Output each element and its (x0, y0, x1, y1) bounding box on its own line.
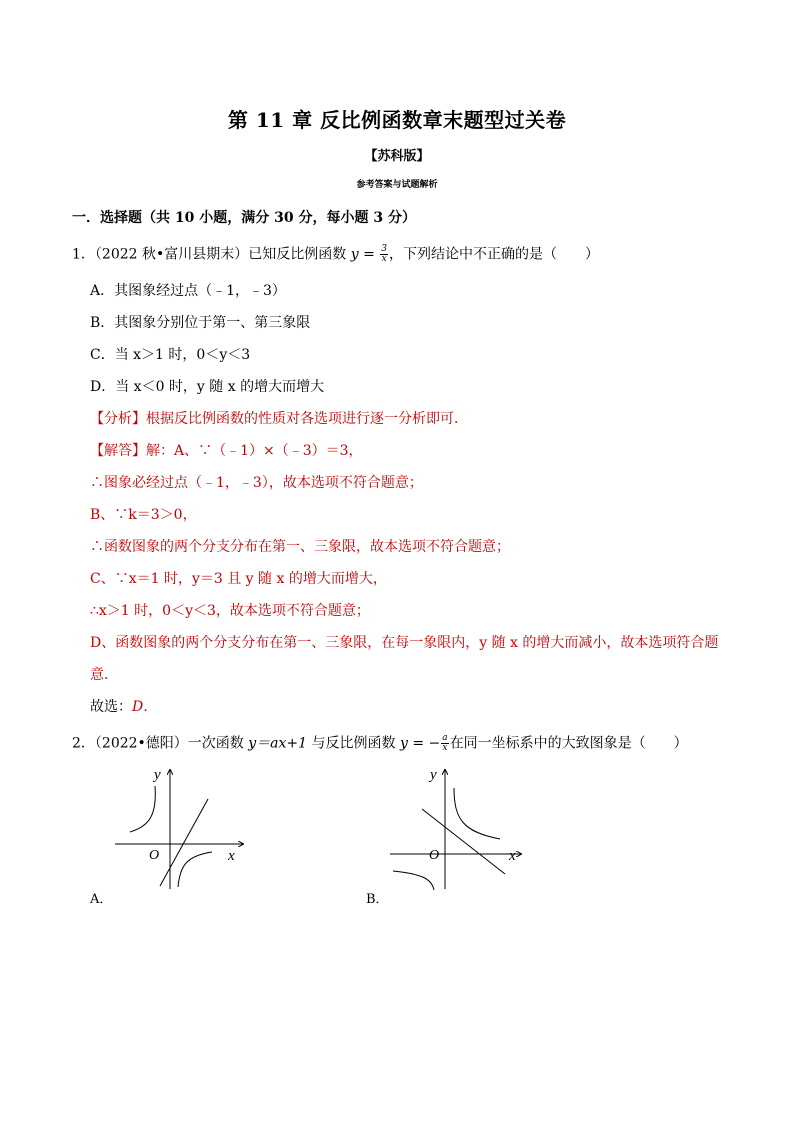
solution-line: ∴图象必经过点（﹣1，﹣3），故本选项不符合题意； (90, 475, 423, 491)
solution-line: 意． (90, 667, 118, 683)
answer-value: D． (132, 699, 158, 715)
x-axis-label: x (228, 848, 235, 864)
question-1-fraction (380, 245, 388, 264)
question-2-suffix: 在同一坐标系中的大致图象是（ ） (449, 735, 688, 752)
graph-option-b (388, 764, 528, 894)
origin-label: O (429, 848, 440, 863)
question-1-suffix: ，下列结论中不正确的是（ ） (389, 246, 599, 263)
graph-option-a (110, 764, 250, 894)
document-subtitle: 参考答案与试题解析 (356, 180, 438, 190)
fraction-denominator: x (442, 743, 448, 753)
origin-label: O (149, 848, 160, 863)
question-2-fraction (441, 734, 448, 753)
linear-function-line (160, 799, 208, 886)
y-axis-label: y (154, 767, 161, 783)
question-1-answer (90, 698, 157, 716)
solution-line: C、∵x＝1 时，y＝3 且 y 随 x 的增大而增大， (90, 571, 387, 587)
question-1-option-a: A．其图象经过点（﹣1，﹣3） (90, 283, 286, 299)
linear-function-line (422, 809, 505, 874)
answer-label: 故选： (90, 699, 132, 715)
question-2-fn-eq: = − (407, 735, 441, 752)
solution-line: ∴x＞1 时，0＜y＜3，故本选项不符合题意； (90, 603, 370, 619)
solution-line: ∴函数图象的两个分支分布在第一、三象限，故本选项不符合题意； (90, 539, 510, 555)
question-1-prefix: 1．（2022 秋•富川县期末）已知反比例函数 (72, 246, 351, 263)
edition-label: 【苏科版】 (364, 149, 430, 164)
y-axis-label: y (430, 767, 437, 783)
solution-line: B、∵k＝3＞0， (90, 507, 197, 523)
hyperbola-branch (178, 852, 212, 887)
fraction-denominator: x (381, 254, 387, 264)
question-2-fn-y: y (399, 735, 408, 752)
hyperbola-branch (393, 871, 434, 890)
question-2-middle: 与反比例函数 (307, 735, 400, 752)
fraction-numerator: a (442, 733, 448, 743)
question-1-fn-eq: = (358, 246, 380, 263)
document-title: 第 11 章 反比例函数章末题型过关卷 (227, 108, 567, 132)
solution-line: D、函数图象的两个分支分布在第一、三象限，在每一象限内，y 随 x 的增大而减小，故本选项符合题 (90, 635, 719, 651)
question-1-analysis: 【分析】根据反比例函数的性质对各选项进行逐一分析即可． (90, 411, 468, 427)
solution-line: 【解答】解：A、∵（﹣1）×（﹣3）＝3， (90, 443, 363, 459)
x-axis-label: x (509, 848, 516, 864)
question-1-option-d: D．当 x＜0 时，y 随 x 的增大而增大 (90, 379, 325, 395)
question-1-option-c: C．当 x＞1 时，0＜y＜3 (90, 347, 251, 363)
question-2-linear: y＝ax+1 (248, 735, 308, 752)
question-1-stem (72, 245, 599, 264)
question-2-stem (72, 734, 688, 753)
question-1-fn-y: y (350, 246, 359, 263)
graph-option-b-label: B． (366, 892, 389, 907)
graph-option-a-label: A． (90, 892, 113, 907)
hyperbola-branch (454, 788, 500, 839)
question-2-prefix: 2．（2022•德阳）一次函数 (72, 735, 249, 752)
fraction-numerator: 3 (381, 244, 387, 254)
section-heading: 一．选择题（共 10 小题，满分 30 分，每小题 3 分） (72, 210, 416, 226)
hyperbola-branch (130, 786, 155, 832)
question-1-option-b: B．其图象分别位于第一、第三象限 (90, 315, 311, 331)
